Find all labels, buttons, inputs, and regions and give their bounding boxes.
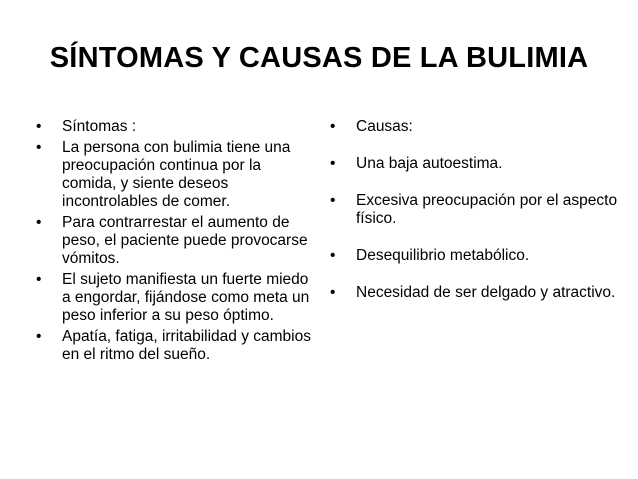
causes-heading: Causas: (356, 118, 413, 135)
bullet-icon: • (330, 118, 336, 135)
bullet-icon: • (330, 284, 336, 301)
cause-text: Necesidad de ser delgado y atractivo. (356, 284, 616, 301)
causes-list-item (330, 247, 620, 265)
slide-title: SÍNTOMAS Y CAUSAS DE LA BULIMIA (49, 42, 589, 74)
causes-list-item (330, 192, 620, 228)
bullet-icon: • (36, 328, 42, 345)
symptoms-list-item (36, 118, 311, 136)
causes-list-item (330, 118, 620, 136)
cause-text: Excesiva preocupación por el aspecto físico. (356, 192, 618, 227)
symptom-text: Apatía, fatiga, irritabilidad y cambios en el ritmo del sueño. (62, 328, 311, 363)
symptoms-heading: Síntomas : (62, 118, 137, 135)
bullet-icon: • (330, 155, 336, 172)
bullet-icon: • (330, 192, 336, 209)
cause-text: Una baja autoestima. (356, 155, 503, 172)
bullet-icon: • (36, 214, 42, 231)
symptoms-list-item (36, 139, 311, 211)
causes-list (330, 118, 620, 321)
symptom-text: La persona con bulimia tiene una preocupación continua por la comida, y siente deseos incontrolables de comer. (62, 139, 291, 210)
causes-list-item (330, 155, 620, 173)
symptom-text: El sujeto manifiesta un fuerte miedo a engordar, fijándose como meta un peso inferior a su peso óptimo. (62, 271, 310, 324)
symptoms-list-item (36, 328, 311, 364)
bullet-icon: • (330, 247, 336, 264)
symptoms-list-item (36, 214, 311, 268)
cause-text: Desequilibrio metabólico. (356, 247, 530, 264)
bullet-icon: • (36, 271, 42, 288)
symptom-text: Para contrarrestar el aumento de peso, el paciente puede provocarse vómitos. (62, 214, 308, 267)
bullet-icon: • (36, 118, 42, 135)
symptoms-list (36, 118, 311, 367)
bullet-icon: • (36, 139, 42, 156)
causes-list-item (330, 284, 620, 302)
symptoms-list-item (36, 271, 311, 325)
